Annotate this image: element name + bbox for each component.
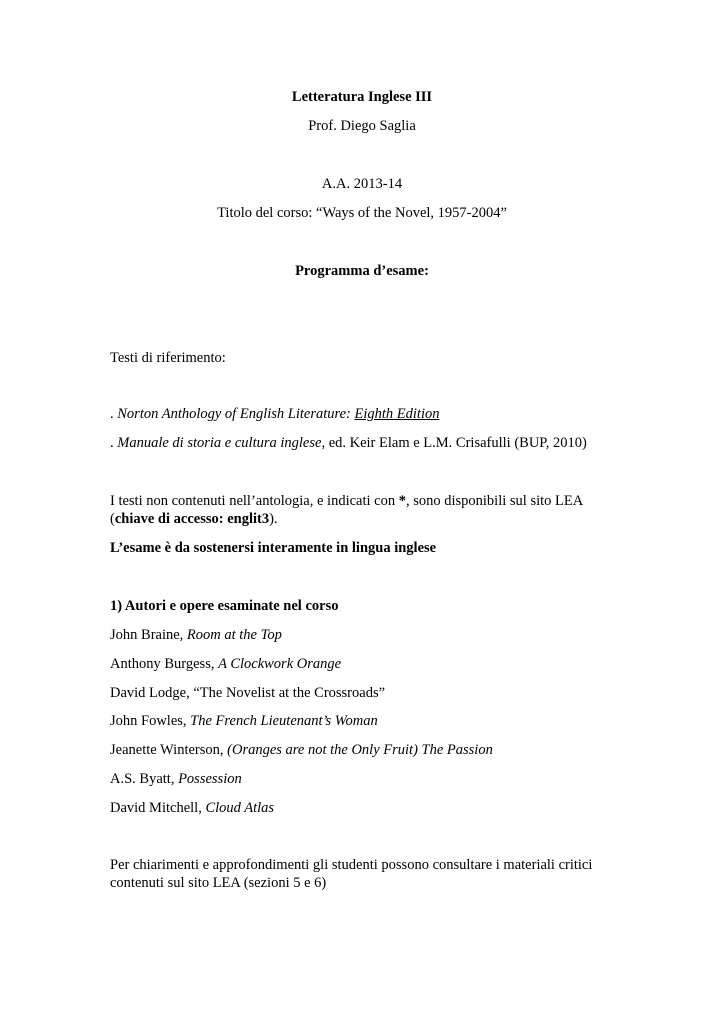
reference-edition: Eighth Edition — [354, 406, 440, 422]
lea-note-text-end: , sono disponibili sul sito LEA — [405, 493, 584, 509]
author-work: Room at the Top — [186, 627, 282, 643]
academic-year: A.A. 2013-14 — [321, 176, 403, 192]
reference-details: , ed. Keir Elam e L.M. Crisafulli (BUP, 2010) — [321, 435, 587, 451]
author-work: Cloud Atlas — [205, 800, 275, 816]
language-requirement: L’esame è da sostenersi interamente in lingua inglese — [110, 540, 437, 556]
author-name: A.S. Byatt, — [110, 771, 179, 787]
author-item — [110, 685, 385, 702]
course-name: Titolo del corso: “Ways of the Novel, 1957-2004” — [217, 205, 507, 221]
author-name: John Fowles, — [110, 713, 191, 729]
author-item — [110, 771, 242, 788]
exam-program-heading: Programma d’esame: — [295, 263, 429, 279]
reference-title: Norton Anthology of English Literature: — [117, 406, 355, 422]
references-heading: Testi di riferimento: — [110, 350, 226, 366]
footer-note-line1: Per chiarimenti e approfondimenti gli studenti possono consultare i materiali critici — [110, 857, 593, 873]
author-item — [110, 742, 493, 759]
author-work: A Clockwork Orange — [218, 656, 342, 672]
author-name: Jeanette Winterson, — [110, 742, 228, 758]
paren-close: ). — [269, 511, 278, 527]
author-item — [110, 713, 378, 730]
lea-access-key: chiave di accesso: englit3 — [114, 511, 270, 527]
reference-bullet: . — [110, 406, 118, 422]
author-work: The French Lieutenant’s Woman — [190, 713, 378, 729]
author-item — [110, 656, 341, 673]
author-item — [110, 627, 282, 644]
reference-title: Manuale di storia e cultura inglese — [117, 435, 322, 451]
reference-bullet: . — [110, 435, 118, 451]
reference-item-norton — [110, 406, 439, 423]
lea-note-star: * — [398, 493, 406, 509]
course-title: Letteratura Inglese III — [291, 89, 433, 105]
lea-note-text: I testi non contenuti nell’antologia, e indicati con — [110, 493, 399, 509]
author-item — [110, 800, 274, 817]
author-work: Possession — [178, 771, 242, 787]
footer-note-line2: contenuti sul sito LEA (sezioni 5 e 6) — [110, 875, 327, 891]
authors-heading: 1) Autori e opere esaminate nel corso — [110, 598, 339, 614]
author-name: John Braine, — [110, 627, 187, 643]
author-work: (Oranges are not the Only Fruit) The Passion — [227, 742, 493, 758]
lea-note-line1 — [110, 493, 583, 510]
professor-name: Prof. Diego Saglia — [308, 118, 416, 134]
author-name: David Lodge, “The Novelist at the Crossroads” — [110, 685, 386, 701]
author-name: David Mitchell, — [110, 800, 206, 816]
author-name: Anthony Burgess, — [110, 656, 219, 672]
paren-open: ( — [110, 511, 115, 527]
reference-item-manuale — [110, 435, 587, 452]
lea-note-line2 — [110, 511, 278, 528]
